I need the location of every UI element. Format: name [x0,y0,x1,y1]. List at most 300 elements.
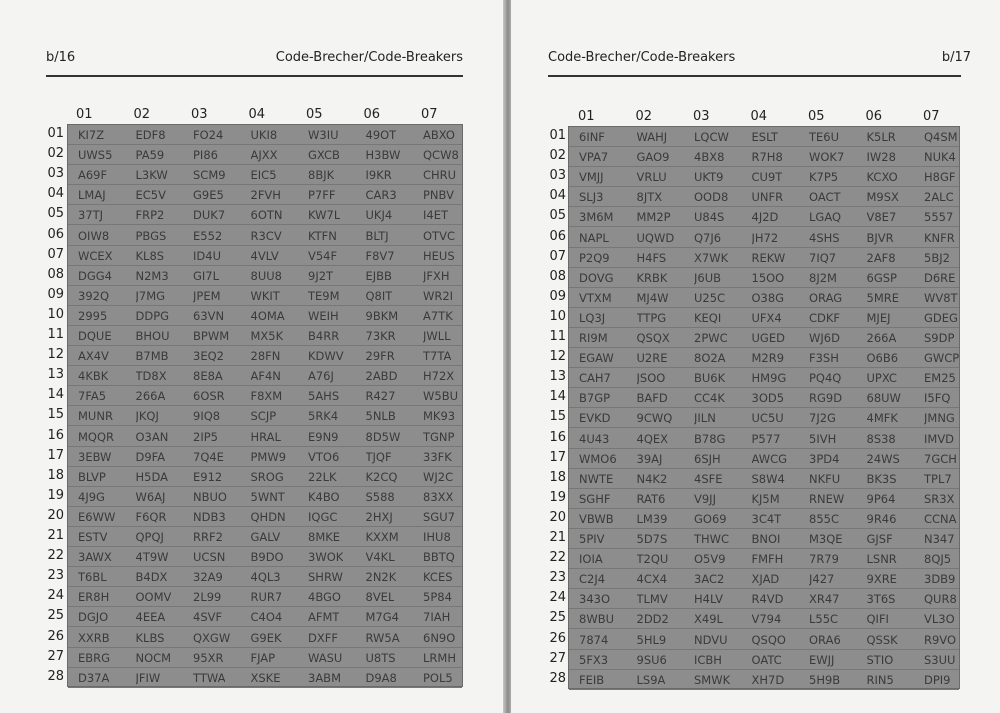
row-number: 22 [549,550,566,566]
code-cell: 6OSR [193,389,225,404]
table-row [569,489,959,509]
code-cell: 4OMA [250,308,285,323]
code-cell: PMW9 [250,449,287,464]
column-header: 04 [750,109,768,124]
code-cell: RG9D [809,391,843,406]
page-header-title: Code-Brecher/Code-Breakers [275,50,463,65]
code-cell: EDF8 [135,128,166,142]
code-cell: BLVP [78,469,106,484]
code-cell: WASU [308,650,343,665]
code-cell: XR47 [809,592,840,607]
code-cell: 392Q [78,288,110,303]
code-cell: 5557 [924,210,954,225]
code-cell: 9R46 [866,511,897,526]
code-cell: S8W4 [751,471,785,486]
code-cell: I9KR [365,168,392,183]
code-cell: SGU7 [423,509,455,524]
code-cell: P7FF [308,188,336,203]
row-number: 12 [47,347,64,363]
code-cell: 8E8A [193,369,223,384]
table-row [569,509,959,529]
code-cell: S3UU [924,652,956,667]
code-cell: RRF2 [193,530,223,544]
code-cell: NAPL [579,230,609,245]
table-row [569,630,959,650]
code-cell: KL8S [135,248,165,263]
code-cell: 22LK [308,469,337,484]
code-cell: 2DD2 [636,612,669,627]
code-cell: NDVU [694,632,728,647]
code-cell: JKQJ [135,409,159,424]
code-cell: 4SFE [694,471,723,486]
code-cell: 32A9 [193,570,223,585]
code-cell: BPWM [193,329,230,343]
code-cell: WV8T [924,290,958,305]
code-cell: WKIT [250,288,280,303]
code-cell: 49OT [365,128,397,142]
code-cell: QSSK [866,632,898,647]
page-header-title: Code-Brecher/Code-Breakers [548,50,736,65]
code-cell: BBTQ [423,550,455,565]
code-cell: N347 [924,532,955,546]
code-cell: 5MRE [866,290,899,305]
code-cell: R3CV [250,228,282,243]
table-row [68,668,462,688]
code-cell: V9JJ [694,491,716,506]
code-cell: 83XX [423,489,454,504]
code-cell: OOMV [135,590,172,605]
code-cell: TGNP [423,429,455,444]
code-cell: 5HL9 [636,632,667,647]
row-number: 15 [47,407,64,423]
code-cell: OATC [751,652,782,667]
code-cell: SROG [250,469,284,484]
row-number: 16 [47,427,64,443]
code-cell: REKW [751,250,786,265]
code-cell: 4MFK [866,411,898,426]
code-cell: 7FA5 [78,389,107,404]
row-number: 11 [549,329,566,344]
code-cell: 73KR [365,329,396,343]
code-cell: ER8H [78,590,110,605]
code-cell: H5DA [135,469,168,484]
code-cell: 5FX3 [579,652,609,667]
code-cell: JWLL [423,329,451,343]
code-cell: ABXO [423,128,455,142]
code-cell: MUNR [78,409,113,424]
code-cell: 5H9B [809,672,841,687]
code-cell: QSQO [751,632,786,647]
code-cell: I4ET [423,208,448,223]
code-cell: V794 [751,612,782,627]
code-cell: EBRG [78,650,111,665]
code-cell: O6B6 [866,351,899,366]
code-cell: JMNG [924,411,955,426]
code-cell: SR3X [924,491,955,506]
row-number: 24 [549,590,566,606]
row-number: 10 [549,308,566,324]
code-cell: ESLT [751,130,778,144]
row-number: 05 [549,208,566,224]
code-cell: D9A8 [365,670,397,685]
code-cell: IQGC [308,509,338,524]
code-cell: 4SVF [193,610,223,625]
table-row [569,328,959,348]
code-cell: AFMT [308,610,340,625]
row-number: 22 [47,548,64,564]
code-cell: NUK4 [924,150,956,165]
code-cell: WMO6 [579,451,617,466]
code-cell: TJQF [365,449,392,464]
code-cell: 5AHS [308,389,340,404]
table-row [569,549,959,569]
row-number: 28 [47,668,64,684]
row-number: 23 [47,568,64,584]
code-cell: 4KBK [78,369,109,384]
code-cell: MJ4W [636,290,669,305]
code-cell: D9FA [135,449,166,464]
code-cell: B4DX [135,570,168,585]
code-cell: JSOO [636,371,666,386]
code-cell: KI7Z [78,128,105,142]
code-cell: ORAG [809,290,843,305]
code-cell: BAFD [636,391,668,406]
code-cell: KW7L [308,208,341,223]
code-cell: F3SH [809,351,839,366]
code-cell: CCNA [924,511,957,526]
table-row [569,167,959,187]
code-cell: QXGW [193,630,231,645]
row-number: 27 [549,650,566,666]
code-cell: DUK7 [193,208,226,223]
table-row [68,467,462,487]
row-number: 05 [47,206,64,222]
row-number: 23 [549,570,566,586]
table-row [68,165,462,185]
table-row [569,268,959,288]
row-number: 01 [549,128,566,143]
code-cell: EVKD [579,411,611,426]
code-cell: LM39 [636,511,668,526]
code-cell: 7J2G [809,411,836,426]
code-cell: GAO9 [636,150,670,165]
row-number: 24 [47,588,64,604]
code-cell: 3C4T [751,511,782,526]
code-cell: CAH7 [579,371,611,386]
code-cell: 5NLB [365,409,396,424]
code-cell: NOCM [135,650,172,665]
row-number: 11 [47,327,64,342]
code-cell: U84S [694,210,725,225]
column-header: 02 [133,107,151,122]
code-cell: R9VO [924,632,957,647]
code-cell: M3QE [809,532,843,546]
code-cell: 3WOK [308,550,344,565]
code-cell: 8D5W [365,429,401,444]
code-cell: 8J2M [809,270,837,285]
code-cell: WEIH [308,308,339,323]
code-cell: KRBK [636,270,668,285]
code-cell: PNBV [423,188,454,203]
code-cell: JILN [694,411,716,426]
code-cell: 95XR [193,650,224,665]
table-row [569,589,959,609]
row-number: 07 [549,248,566,264]
code-cell: U25C [694,290,726,305]
code-cell: 3DB9 [924,572,956,587]
code-cell: DQUE [78,329,112,343]
code-cell: GJSF [866,532,893,546]
code-cell: B9DO [250,550,284,565]
code-cell: TE6U [809,130,840,144]
code-cell: THWC [694,532,730,546]
code-cell: MX5K [250,329,284,343]
code-cell: 8JTX [636,190,663,205]
code-cell: XJAD [751,572,780,587]
code-cell: 5D7S [636,532,668,546]
code-cell: BK3S [866,471,897,486]
table-row [68,607,462,627]
table-row [68,246,462,266]
code-cell: PA59 [135,148,165,163]
row-number: 10 [47,306,64,322]
code-cell: X49L [694,612,723,627]
code-cell: E9N9 [308,429,339,444]
table-row [569,408,959,428]
code-cell: K5LR [866,130,896,144]
row-number: 16 [549,429,566,445]
code-cell: KNFR [924,230,955,245]
code-cell: CDKF [809,310,841,325]
code-cell: BNOI [751,532,781,546]
code-cell: L55C [809,612,839,627]
code-cell: F8V7 [365,248,395,263]
code-cell: TTWA [193,670,226,685]
column-header: 04 [248,107,266,122]
table-row [68,567,462,587]
code-cell: A69F [78,168,108,183]
code-cell: KLBS [135,630,165,645]
code-cell: EM25 [924,371,956,386]
code-cell: UQWD [636,230,675,245]
row-number: 09 [47,286,64,302]
row-number: 04 [549,188,566,204]
code-cell: 5RK4 [308,409,339,424]
column-header: 05 [306,107,323,122]
code-cell: Q8IT [365,288,393,303]
code-cell: G9EK [250,630,282,645]
code-cell: 39AJ [636,451,663,466]
table-row [68,205,462,225]
code-cell: W6AJ [135,489,166,504]
table-row [68,487,462,507]
table-row [569,348,959,368]
code-cell: UKJ4 [365,208,393,223]
code-cell: GALV [250,530,281,544]
row-number: 07 [47,246,64,262]
code-cell: 9J2T [308,268,334,283]
code-cell: CHRU [423,168,457,183]
code-cell: TLMV [636,592,668,607]
code-cell: MM2P [636,210,671,225]
code-cell: S588 [365,489,395,504]
column-header: 01 [578,109,595,124]
column-header: 03 [693,109,710,124]
code-table [568,126,960,689]
code-cell: 2ALC [924,190,954,205]
code-cell: 5WNT [250,489,285,504]
code-cell: 2N2K [365,570,397,585]
code-cell: EGAW [579,351,614,366]
code-cell: FJAP [250,650,276,665]
code-cell: KEQI [694,310,722,325]
code-cell: WR2I [423,288,454,303]
code-cell: QIFI [866,612,889,627]
code-cell: IOIA [579,552,603,567]
code-cell: P577 [751,431,781,446]
code-cell: JH72 [751,230,779,245]
column-header: 02 [635,109,653,124]
code-cell: J6UB [694,270,722,285]
code-cell: KXXM [365,530,399,544]
row-number: 12 [549,349,566,365]
table-row [68,406,462,426]
code-cell: WCEX [78,248,113,263]
code-cell: E6WW [78,509,116,524]
row-number: 02 [47,146,64,162]
code-cell: 68UW [866,391,901,406]
code-cell: A7TK [423,308,453,323]
code-cell: 855C [809,511,839,526]
row-number: 03 [47,166,64,182]
code-cell: ESTV [78,530,108,544]
code-cell: BU6K [694,371,726,386]
table-row [68,527,462,547]
code-cell: E552 [193,228,223,243]
code-cell: M7G4 [365,610,399,625]
row-number: 14 [549,389,566,405]
table-row [68,427,462,447]
code-cell: M9SX [866,190,899,205]
code-cell: E912 [193,469,223,484]
code-cell: 3EBW [78,449,112,464]
table-row [68,346,462,366]
code-cell: R427 [365,389,396,404]
code-cell: QSQX [636,331,670,345]
code-cell: WOK7 [809,150,845,165]
code-cell: 266A [135,389,166,404]
code-cell: 4QL3 [250,570,281,585]
code-cell: NDB3 [193,509,226,524]
table-row [68,507,462,527]
code-cell: CAR3 [365,188,397,203]
row-number: 17 [549,449,566,465]
code-cell: LSNR [866,552,897,567]
code-cell: JFXH [423,268,450,283]
code-cell: SCJP [250,409,277,424]
code-cell: UFX4 [751,310,782,325]
code-cell: 7GCH [924,451,957,466]
table-row [569,288,959,308]
code-table [67,124,463,687]
code-cell: WAHJ [636,130,668,144]
code-cell: R4VD [751,592,784,607]
table-row [569,429,959,449]
code-cell: T6BL [78,570,107,585]
code-cell: 8QJ5 [924,552,952,567]
table-row [68,366,462,386]
code-cell: RW5A [365,630,400,645]
row-number: 06 [549,228,566,244]
row-number: 17 [47,447,64,463]
code-cell: 4J2D [751,210,779,225]
code-cell: HM9G [751,371,787,386]
code-cell: AX4V [78,349,109,364]
row-number: 13 [549,369,566,385]
row-number: 25 [47,608,64,624]
code-cell: RNEW [809,491,845,506]
code-cell: L3KW [135,168,168,183]
code-cell: B78G [694,431,726,446]
code-cell: UGED [751,331,785,345]
code-cell: 5BJ2 [924,250,950,265]
row-number: 19 [549,489,566,505]
code-cell: KTFN [308,228,337,243]
table-row [569,469,959,489]
code-cell: AJXX [250,148,278,163]
code-cell: D6RE [924,270,956,285]
code-cell: H72X [423,369,455,384]
code-cell: V4KL [365,550,395,565]
code-cell: VPA7 [579,150,609,165]
code-cell: 7IQ7 [809,250,837,265]
code-cell: 63VN [193,308,225,323]
code-cell: VRLU [636,170,667,185]
table-row [569,228,959,248]
code-cell: BHOU [135,329,170,343]
table-row [569,127,959,147]
row-number: 25 [549,610,566,626]
code-cell: X7WK [694,250,729,265]
code-cell: 2L99 [193,590,222,605]
code-cell: HRAL [250,429,281,444]
code-cell: QPQJ [135,530,164,544]
table-row [569,449,959,469]
code-cell: 5IVH [809,431,837,446]
table-row [68,547,462,567]
page-number: b/16 [46,50,76,65]
code-cell: 266A [866,331,897,345]
code-cell: B4RR [308,329,340,343]
code-cell: 6N9O [423,630,456,645]
table-row [68,628,462,648]
table-row [68,145,462,165]
code-cell: AF4N [250,369,281,384]
table-row [68,447,462,467]
row-number: 14 [47,387,64,403]
code-cell: B7GP [579,391,611,406]
code-cell: FMFH [751,552,784,567]
code-cell: LQCW [694,130,729,144]
row-number: 08 [549,268,566,284]
code-cell: LMAJ [78,188,106,203]
column-header: 03 [191,107,208,122]
table-row [68,326,462,346]
header-rule [46,75,463,77]
code-cell: FEIB [579,672,605,687]
code-cell: 9BKM [365,308,399,323]
table-row [68,266,462,286]
